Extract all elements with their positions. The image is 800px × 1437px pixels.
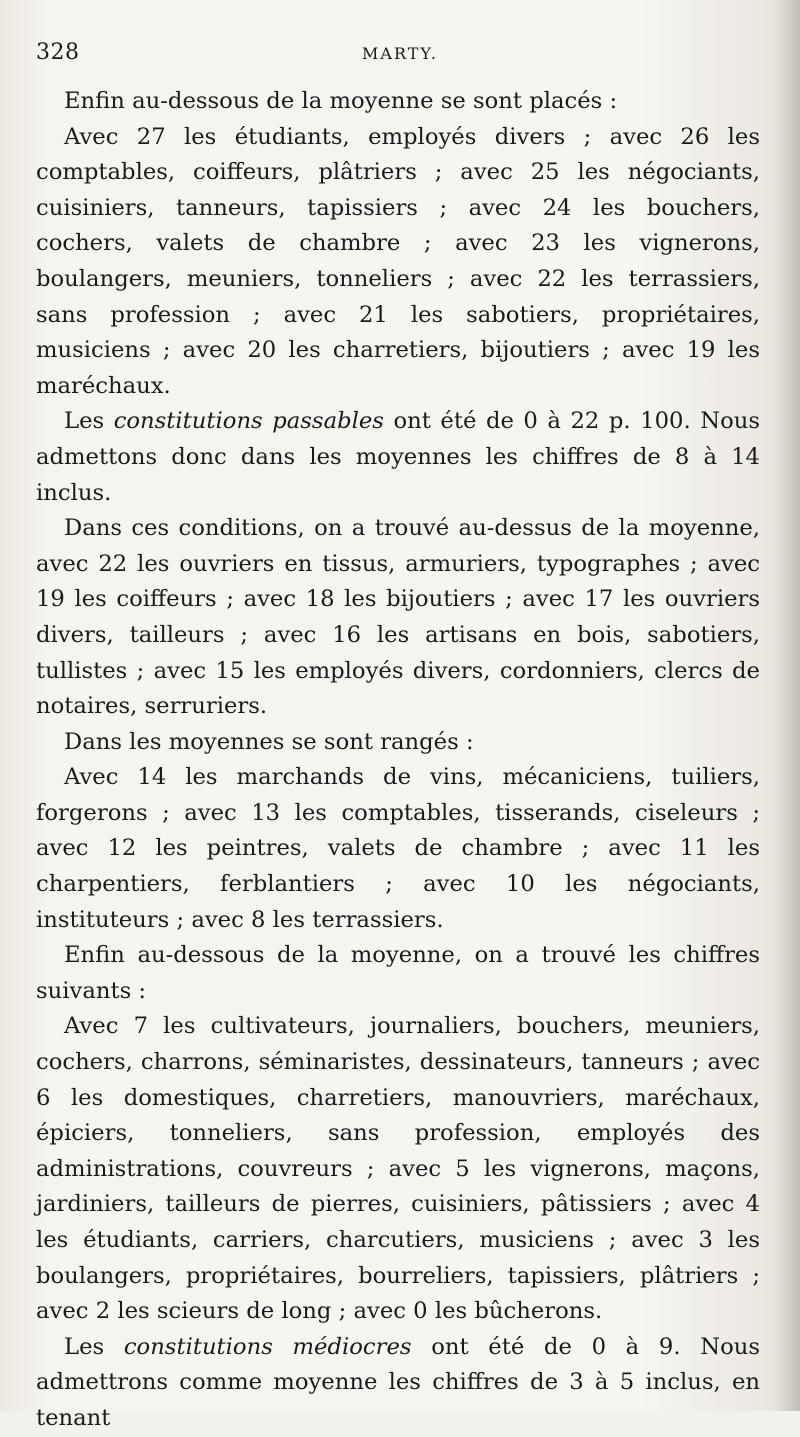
page-header: [36, 40, 764, 70]
paragraph: Avec 27 les étudiants, employés divers ; avec 26 les comptables, coiffeurs, plâtriers ; avec 25 les négociants, cuisiniers, tanneurs, tapissiers ; avec 24 les bouchers, cochers, valets de chambre ; avec 23 les vignerons, boulangers, meuniers, tonneliers ; avec 22 les terrassiers, sans profession ; avec 21 les sabotiers, propriétaires, musiciens ; avec 20 les charretiers, bijoutiers ; avec 19 les maréchaux.: [36, 123, 760, 399]
italic-term: constitutions médiocres: [123, 1333, 412, 1360]
paragraph-lead: Les: [64, 1333, 124, 1360]
paragraph: Enfin au-dessous de la moyenne se sont placés :: [64, 88, 618, 114]
body-text: [36, 84, 760, 1437]
page-edge-shadow: [770, 0, 800, 1411]
paragraph: Dans les moyennes se sont rangés :: [64, 728, 474, 755]
paragraph: Enfin au-dessous de la moyenne, on a trouvé les chiffres suivants :: [36, 942, 760, 1004]
paragraph: Avec 7 les cultivateurs, journaliers, bouchers, meuniers, cochers, charrons, séminaristes, dessinateurs, tanneurs ; avec 6 les domestiques, charretiers, manouvriers, maréchaux, épiciers, tonneliers, sans profession, employés des administrations, couvreurs ; avec 5 les vignerons, maçons, jardiniers, tailleurs de pierres, cuisiniers, pâtissiers ; avec 4 les étudiants, carriers, charcutiers, musiciens ; avec 3 les boulangers, propriétaires, bourreliers, tapissiers, plâtriers ; avec 2 les scieurs de long ; avec 0 les bûcherons.: [36, 1013, 760, 1325]
italic-term: constitutions passables: [113, 408, 384, 435]
paragraph: Avec 14 les marchands de vins, mécaniciens, tuiliers, forgerons ; avec 13 les comptables, tisserands, ciseleurs ; avec 12 les peintres, valets de chambre ; avec 11 les charpentiers, ferblantiers ; avec 10 les négociants, instituteurs ; avec 8 les terrassiers.: [36, 764, 760, 933]
paragraph-rest: ont été de 0 à 9. Nous admettrons comme moyenne les chiffres de 3 à 5 inclus, en tenant: [36, 1333, 760, 1431]
paragraph-lead: Les: [64, 408, 114, 435]
paragraph-rest: ont été de 0 à 22 p. 100. Nous admettons donc dans les moyennes les chiffres de 8 à 14 inclus.: [36, 408, 760, 506]
page-number: 328: [36, 40, 80, 65]
paragraph: [36, 404, 760, 511]
running-head: MARTY.: [362, 44, 438, 63]
paragraph: [36, 1330, 760, 1437]
paragraph: Dans ces conditions, on a trouvé au-dessus de la moyenne, avec 22 les ouvriers en tissus, armuriers, typographes ; avec 19 les coiffeurs ; avec 18 les bijoutiers ; avec 17 les ouvriers divers, tailleurs ; avec 16 les artisans en bois, sabotiers, tullistes ; avec 15 les employés divers, cordonniers, clercs de notaires, serruriers.: [36, 515, 760, 720]
